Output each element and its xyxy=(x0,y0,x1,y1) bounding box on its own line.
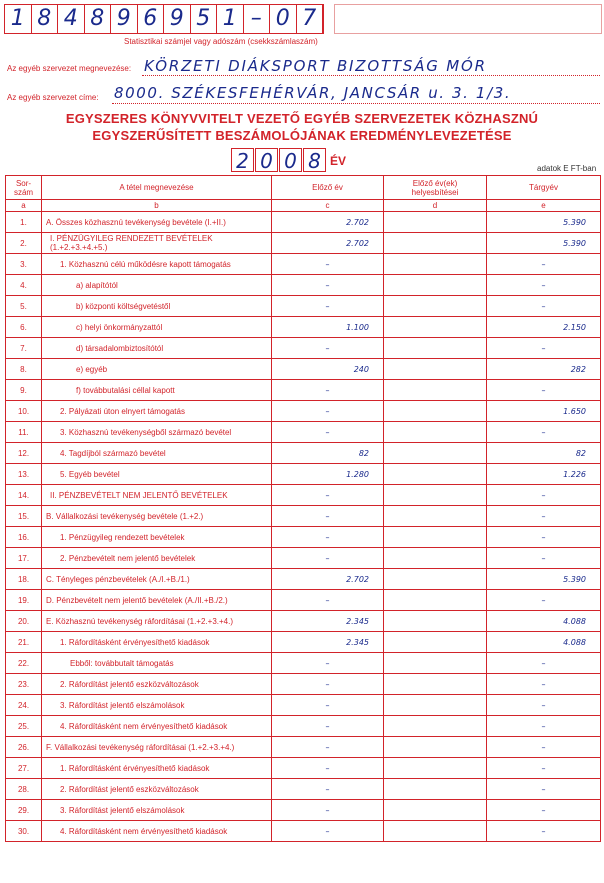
current-year-value: – xyxy=(487,548,601,569)
row-label: D. Pénzbevételt nem jelentő bevételek (A./II.+B./2.) xyxy=(42,590,272,611)
prev-year-value: 240 xyxy=(272,359,384,380)
current-year-value: – xyxy=(487,800,601,821)
row-label: 3. Ráfordítást jelentő elszámolások xyxy=(42,695,272,716)
current-year-value: – xyxy=(487,821,601,842)
year-digit: 2 xyxy=(231,148,254,172)
row-label: 2. Pályázati úton elnyert támogatás xyxy=(42,401,272,422)
prev-year-adjustment xyxy=(384,821,487,842)
stat-number-digit: 0 xyxy=(270,4,297,34)
prev-year-value: 2.702 xyxy=(272,212,384,233)
current-year-value: – xyxy=(487,338,601,359)
prev-year-adjustment xyxy=(384,338,487,359)
row-number: 9. xyxy=(6,380,42,401)
row-label: I. PÉNZÜGYILEG RENDEZETT BEVÉTELEK (1.+2.+3.+4.+5.) xyxy=(42,233,272,254)
row-label: 1. Ráfordításként érvényesíthető kiadások xyxy=(42,632,272,653)
table-row xyxy=(6,296,601,317)
row-number: 27. xyxy=(6,758,42,779)
prev-year-value: 1.100 xyxy=(272,317,384,338)
prev-year-adjustment xyxy=(384,569,487,590)
prev-year-value: – xyxy=(272,254,384,275)
row-label: 4. Ráfordításként nem érvényesíthető kiadások xyxy=(42,821,272,842)
current-year-value: – xyxy=(487,590,601,611)
units-note: adatok E FT-ban xyxy=(537,164,597,173)
current-year-value: – xyxy=(487,674,601,695)
current-year-value: – xyxy=(487,485,601,506)
current-year-value: 5.390 xyxy=(487,233,601,254)
current-year-value: – xyxy=(487,716,601,737)
row-label: 3. Ráfordítást jelentő elszámolások xyxy=(42,800,272,821)
prev-year-value: – xyxy=(272,296,384,317)
title-line-1: EGYSZERES KÖNYVVITELT VEZETŐ EGYÉB SZERVEZETEK KÖZHASZNÚ xyxy=(65,111,539,126)
row-label: e) egyéb xyxy=(42,359,272,380)
prev-year-adjustment xyxy=(384,485,487,506)
prev-year-adjustment xyxy=(384,380,487,401)
row-number: 16. xyxy=(6,527,42,548)
stat-number-digit: 6 xyxy=(138,4,165,34)
current-year-value: 282 xyxy=(487,359,601,380)
prev-year-value: 2.345 xyxy=(272,632,384,653)
prev-year-value: – xyxy=(272,716,384,737)
table-row xyxy=(6,254,601,275)
table-row xyxy=(6,212,601,233)
current-year-value: 2.150 xyxy=(487,317,601,338)
table-row xyxy=(6,401,601,422)
row-number: 14. xyxy=(6,485,42,506)
prev-year-adjustment xyxy=(384,632,487,653)
col-header-prev-adj xyxy=(384,176,487,200)
prev-year-value: – xyxy=(272,401,384,422)
col-letter-c: c xyxy=(272,200,384,212)
prev-year-adjustment xyxy=(384,443,487,464)
row-number: 12. xyxy=(6,443,42,464)
col-header-current: Tárgyév xyxy=(487,176,601,200)
row-number: 17. xyxy=(6,548,42,569)
row-label: b) központi költségvetéstől xyxy=(42,296,272,317)
table-row xyxy=(6,527,601,548)
prev-year-adjustment xyxy=(384,779,487,800)
year-digit: 8 xyxy=(303,148,326,172)
prev-year-adjustment xyxy=(384,401,487,422)
prev-year-value: – xyxy=(272,779,384,800)
org-address-value: 8000. SZÉKESFEHÉRVÁR, JANCSÁR u. 3. 1/3. xyxy=(114,84,512,102)
row-number: 3. xyxy=(6,254,42,275)
row-label: II. PÉNZBEVÉTELT NEM JELENTŐ BEVÉTELEK xyxy=(42,485,272,506)
table-letter-row xyxy=(6,200,601,212)
table-row xyxy=(6,590,601,611)
current-year-value: – xyxy=(487,527,601,548)
prev-year-adjustment xyxy=(384,653,487,674)
col-letter-b: b xyxy=(42,200,272,212)
prev-year-adjustment xyxy=(384,464,487,485)
row-label: 1. Pénzügyileg rendezett bevételek xyxy=(42,527,272,548)
row-label: 3. Közhasznú tevékenységből származó bevétel xyxy=(42,422,272,443)
table-row xyxy=(6,422,601,443)
table-row xyxy=(6,737,601,758)
stat-number-digit: 7 xyxy=(297,4,324,34)
prev-year-adjustment xyxy=(384,527,487,548)
prev-year-adjustment xyxy=(384,590,487,611)
prev-year-value: – xyxy=(272,695,384,716)
prev-year-adjustment xyxy=(384,548,487,569)
col-letter-d: d xyxy=(384,200,487,212)
table-row xyxy=(6,338,601,359)
prev-year-adjustment xyxy=(384,317,487,338)
row-number: 29. xyxy=(6,800,42,821)
table-row xyxy=(6,800,601,821)
current-year-value: – xyxy=(487,275,601,296)
prev-year-adjustment xyxy=(384,800,487,821)
title-line-2: EGYSZERŰSÍTETT BESZÁMOLÓJÁNAK EREDMÉNYLEVEZETÉSE xyxy=(92,128,512,143)
prev-year-value: – xyxy=(272,380,384,401)
current-year-value: 5.390 xyxy=(487,212,601,233)
row-label: a) alapítótól xyxy=(42,275,272,296)
row-label: 1. Közhasznú célú működésre kapott támogatás xyxy=(42,254,272,275)
result-table xyxy=(5,175,601,842)
current-year-value: – xyxy=(487,653,601,674)
row-label: 2. Ráfordítást jelentő eszközváltozások xyxy=(42,779,272,800)
table-row xyxy=(6,317,601,338)
current-year-value: – xyxy=(487,380,601,401)
current-year-value: – xyxy=(487,737,601,758)
prev-year-value: 2.702 xyxy=(272,569,384,590)
table-header-row xyxy=(6,176,601,200)
current-year-value: 1.226 xyxy=(487,464,601,485)
row-label: 4. Ráfordításként nem érvényesíthető kiadások xyxy=(42,716,272,737)
row-label: f) továbbutalási céllal kapott xyxy=(42,380,272,401)
current-year-value: – xyxy=(487,779,601,800)
current-year-value: 1.650 xyxy=(487,401,601,422)
row-number: 7. xyxy=(6,338,42,359)
current-year-value: 4.088 xyxy=(487,611,601,632)
row-number: 6. xyxy=(6,317,42,338)
row-number: 4. xyxy=(6,275,42,296)
table-row xyxy=(6,674,601,695)
row-label: E. Közhasznú tevékenység ráfordításai (1.+2.+3.+4.) xyxy=(42,611,272,632)
prev-year-value: – xyxy=(272,653,384,674)
stat-number-digit: 1 xyxy=(217,4,244,34)
year-digit: 0 xyxy=(279,148,302,172)
col-header-name: A tétel megnevezése xyxy=(42,176,272,200)
prev-year-value: – xyxy=(272,590,384,611)
row-number: 25. xyxy=(6,716,42,737)
row-number: 5. xyxy=(6,296,42,317)
row-number: 15. xyxy=(6,506,42,527)
prev-year-adjustment xyxy=(384,695,487,716)
prev-year-adjustment xyxy=(384,611,487,632)
current-year-value: – xyxy=(487,254,601,275)
table-row xyxy=(6,758,601,779)
row-number: 20. xyxy=(6,611,42,632)
current-year-value: – xyxy=(487,296,601,317)
table-row xyxy=(6,548,601,569)
prev-year-adjustment xyxy=(384,254,487,275)
prev-year-value: – xyxy=(272,338,384,359)
table-row xyxy=(6,632,601,653)
prev-year-adjustment xyxy=(384,716,487,737)
prev-year-adjustment xyxy=(384,506,487,527)
prev-year-value: 82 xyxy=(272,443,384,464)
table-row xyxy=(6,716,601,737)
prev-year-adjustment xyxy=(384,359,487,380)
stat-number-digit: 9 xyxy=(164,4,191,34)
prev-year-value: 2.702 xyxy=(272,233,384,254)
row-number: 30. xyxy=(6,821,42,842)
prev-year-value: – xyxy=(272,422,384,443)
col-header-prev: Előző év xyxy=(272,176,384,200)
stat-number-digit: 8 xyxy=(85,4,112,34)
org-name-line xyxy=(142,75,600,76)
stat-number-digit: 8 xyxy=(32,4,59,34)
prev-year-value: – xyxy=(272,527,384,548)
prev-year-value: – xyxy=(272,674,384,695)
table-row xyxy=(6,443,601,464)
prev-year-adjustment xyxy=(384,212,487,233)
stat-number-digit: 5 xyxy=(191,4,218,34)
row-label: 1. Ráfordításként érvényesíthető kiadások xyxy=(42,758,272,779)
row-label: Ebből: továbbutalt támogatás xyxy=(42,653,272,674)
current-year-value: – xyxy=(487,422,601,443)
row-label: 2. Ráfordítást jelentő eszközváltozások xyxy=(42,674,272,695)
prev-year-value: – xyxy=(272,506,384,527)
table-row xyxy=(6,485,601,506)
col-letter-a: a xyxy=(6,200,42,212)
org-address-line xyxy=(112,103,600,104)
current-year-value: 4.088 xyxy=(487,632,601,653)
row-label: d) társadalombiztosítótól xyxy=(42,338,272,359)
org-name-label: Az egyéb szervezet megnevezése: xyxy=(7,64,132,73)
stat-number-extra-box xyxy=(334,4,602,34)
prev-year-value: – xyxy=(272,485,384,506)
row-number: 23. xyxy=(6,674,42,695)
prev-year-value: – xyxy=(272,275,384,296)
prev-year-adjustment xyxy=(384,422,487,443)
current-year-value: 5.390 xyxy=(487,569,601,590)
prev-year-value: – xyxy=(272,821,384,842)
prev-year-adjustment xyxy=(384,296,487,317)
table-row xyxy=(6,821,601,842)
prev-year-value: 2.345 xyxy=(272,611,384,632)
col-header-no xyxy=(6,176,42,200)
col-letter-e: e xyxy=(487,200,601,212)
table-row xyxy=(6,359,601,380)
row-number: 24. xyxy=(6,695,42,716)
row-number: 2. xyxy=(6,233,42,254)
row-number: 10. xyxy=(6,401,42,422)
table-row xyxy=(6,464,601,485)
row-number: 11. xyxy=(6,422,42,443)
table-row xyxy=(6,779,601,800)
current-year-value: – xyxy=(487,695,601,716)
prev-year-adjustment xyxy=(384,275,487,296)
current-year-value: 82 xyxy=(487,443,601,464)
row-label: 4. Tagdíjból származó bevétel xyxy=(42,443,272,464)
stat-number-digit: 9 xyxy=(111,4,138,34)
current-year-value: – xyxy=(487,758,601,779)
row-label: 5. Egyéb bevétel xyxy=(42,464,272,485)
year-suffix: ÉV xyxy=(330,154,347,168)
prev-year-adjustment xyxy=(384,737,487,758)
org-name-value: KÖRZETI DIÁKSPORT BIZOTTSÁG MÓR xyxy=(144,57,487,75)
row-number: 22. xyxy=(6,653,42,674)
row-number: 18. xyxy=(6,569,42,590)
stat-number-digit: – xyxy=(244,4,271,34)
stat-number-digit: 4 xyxy=(58,4,85,34)
row-number: 21. xyxy=(6,632,42,653)
row-number: 19. xyxy=(6,590,42,611)
row-number: 1. xyxy=(6,212,42,233)
row-number: 13. xyxy=(6,464,42,485)
col-header-prev-adj-text: Előző év(ek) helyesbítései xyxy=(411,178,459,197)
table-row xyxy=(6,611,601,632)
prev-year-value: – xyxy=(272,548,384,569)
row-number: 8. xyxy=(6,359,42,380)
prev-year-adjustment xyxy=(384,758,487,779)
prev-year-adjustment xyxy=(384,674,487,695)
row-label: c) helyi önkormányzattól xyxy=(42,317,272,338)
table-row xyxy=(6,653,601,674)
row-label: B. Vállalkozási tevékenység bevétele (1.+2.) xyxy=(42,506,272,527)
prev-year-value: – xyxy=(272,758,384,779)
stat-number-digit: 1 xyxy=(5,4,32,34)
row-label: F. Vállalkozási tevékenység ráfordításai (1.+2.+3.+4.) xyxy=(42,737,272,758)
org-address-label: Az egyéb szervezet címe: xyxy=(7,93,99,102)
prev-year-value: – xyxy=(272,800,384,821)
table-row xyxy=(6,380,601,401)
table-row xyxy=(6,275,601,296)
current-year-value: – xyxy=(487,506,601,527)
year-digit: 0 xyxy=(255,148,278,172)
table-row xyxy=(6,569,601,590)
stat-number-label: Statisztikai számjel vagy adószám (csekkszámlaszám) xyxy=(124,37,318,46)
prev-year-value: 1.280 xyxy=(272,464,384,485)
row-number: 26. xyxy=(6,737,42,758)
table-row xyxy=(6,506,601,527)
table-row xyxy=(6,233,601,254)
prev-year-value: – xyxy=(272,737,384,758)
row-label: A. Összes közhasznú tevékenység bevétele (I.+II.) xyxy=(42,212,272,233)
col-header-no-text: Sor- szám xyxy=(13,178,34,197)
row-label: C. Tényleges pénzbevételek (A./I.+B./1.) xyxy=(42,569,272,590)
table-row xyxy=(6,695,601,716)
row-number: 28. xyxy=(6,779,42,800)
prev-year-adjustment xyxy=(384,233,487,254)
row-label: 2. Pénzbevételt nem jelentő bevételek xyxy=(42,548,272,569)
